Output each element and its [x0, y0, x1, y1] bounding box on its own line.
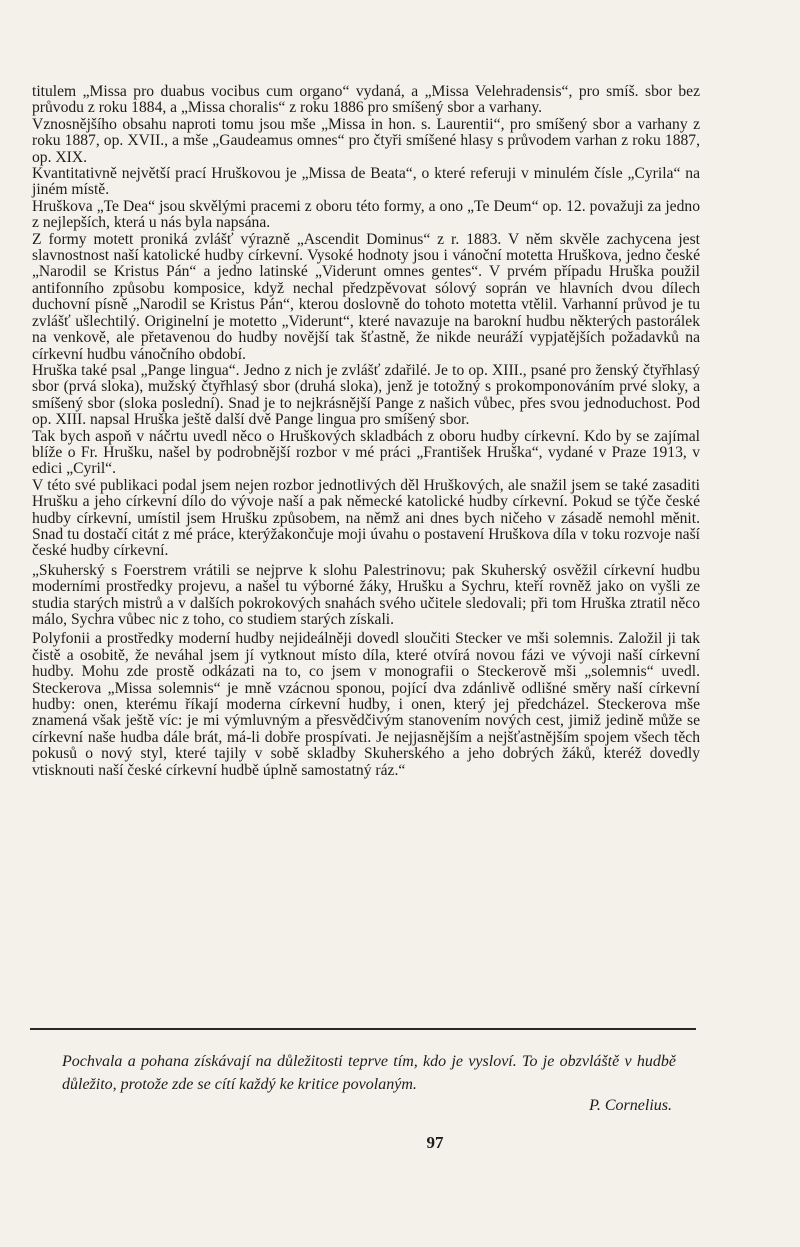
paragraph-6: Hruška také psal „Pange lingua“. Jedno z nich je zvlášť zdařilé. Je to op. XIII., psané pro ženský čtyřhlasý sbor (prvá sloka), mužský čtyřhlasý sbor (druhá sloka), jenž je totožný s prokomponováním prvé sloky, a smíšený sbor (sloka poslední). Snad je to nejkrásnější Pange z našich vůbec, přes svou jednoduchost. Pod op. XIII. napsal Hruška ještě další dvě Pange lingua pro smíšený sbor.	[32, 361, 700, 429]
separator-rule	[30, 1028, 696, 1030]
paragraph-3: Kvantitativně největší prací Hruškovou je „Missa de Beata“, o které referuji v minulém čísle „Cyrila“ na jiném místě.	[32, 165, 700, 199]
body-text	[32, 84, 700, 779]
paragraph-10: Polyfonii a prostředky moderní hudby nejideálněji dovedl sloučiti Stecker ve mši solemnis. Založil ji tak čistě a osobitě, že neváhal jsem jí vytknout místo díla, které otvírá novou fázi ve vývoji naší církevní hudby. Mohu zde prostě odkázati na to, co jsem v monografii o Steckerově mši „solemnis“ uvedl. Steckerova „Missa solemnis“ je mně vzácnou sponou, pojící dva zdánlivě odlišné směry naší církevní hudby: onen, kterému říkají moderna církevní hudby, i onen, který jej předcházel. Steckerova mše znamená však ještě víc: je mi výmluvným a přesvědčivým stanovením nových cest, jimiž jedině může se církevní naše hudba dále brát, má-li dobře prospívati. Je nejjasnějším a nejšťastnějším spojem všech těch pokusů o nový styl, které tajily v sobě skladby Skuherského a jeho dobrých žáků, kteréž dovedly vtisknouti naší české církevní hudbě úplně samostatný ráz.“	[32, 630, 700, 779]
paragraph-4: Hruškova „Te Dea“ jsou skvělými pracemi z oboru této formy, a ono „Te Deum“ op. 12. považuji za jedno z nejlepších, která u nás byla napsána.	[32, 197, 700, 232]
paragraph-2: Vznosnějšího obsahu naproti tomu jsou mše „Missa in hon. s. Laurentii“, pro smíšený sbor a varhany z roku 1887, op. XVII., a mše „Gaudeamus omnes“ pro čtyři smíšené hlasy s průvodem varhan z roku 1887, op. XIX.	[32, 115, 700, 166]
paragraph-8: V této své publikaci podal jsem nejen rozbor jednotlivých děl Hruškových, ale snažil jsem se také zasaditi Hrušku a jeho církevní dílo do vývoje naší a pak německé katolické hudby církevní. Pokud se týče české hudby církevní, umístil jsem Hrušku způsobem, na němž ani dnes bych ničeho v zásadě nemohl měnit. Snad tu dostačí citát z mé práce, kterýžakončuje moji úvahu o postavení Hruškova díla v toku rozvoje naší české hudby církevní.	[32, 476, 700, 560]
paragraph-9: „Skuherský s Foerstrem vrátili se nejprve k slohu Palestrinovu; pak Skuherský osvěžil církevní hudbu moderními prostředky projevu, a našel tu výborné žáky, Hrušku a Sychru, kteří rovněž jako on vyšli ze studia starých mistrů a v dalších pokrokových snahách svého učitele sledovali; při tom Hruška ztratil něco málo, Sychra vůbec nic z toho, co studiem starých získali.	[32, 561, 700, 628]
paragraph-1: titulem „Missa pro duabus vocibus cum organo“ vydaná, a „Missa Velehradensis“, pro smíš. sbor bez průvodu z roku 1884, a „Missa choralis“ z roku 1886 pro smíšený sbor a varhany.	[32, 83, 700, 117]
quote-author: P. Cornelius.	[589, 1097, 672, 1114]
page-number: 97	[426, 1133, 444, 1152]
paragraph-5: Z formy motett proniká zvlášť výrazně „Ascendit Dominus“ z r. 1883. V něm skvěle zachycena jest slavnostnost naší katolické hudby církevní. Vysoké hodnoty jsou i vánoční motetta Hruškova, jedno české „Narodil se Kristus Pán“ a jedno latinské „Viderunt omnes gentes“. V prvém případu Hruška použil antifonního způsobu komposice, když nechal předzpěvovat sólový soprán ve hlavních dvou dílech duchovní písně „Narodil se Kristus Pán“, kterou doslovně do tohoto motetta vtělil. Varhanní průvod je tu zvlášť ušlechtilý. Originelní je motetto „Viderunt“, které navazuje na barokní hudbu některých pastorálek na venkově, ale přetavenou do hudby novější tak šťastně, že nikde neuráží vypjatějších požadavků na církevní hudbu vánočního období.	[32, 230, 700, 363]
paragraph-7: Tak bych aspoň v náčrtu uvedl něco o Hruškových skladbách z oboru hudby církevní. Kdo by se zajímal blíže o Fr. Hrušku, našel by podrobnější rozbor v mé práci „František Hruška“, vydané v Praze 1913, v edici „Cyril“.	[32, 427, 700, 478]
epigraph-quote: Pochvala a pohana získávají na důležitosti teprve tím, kdo je vysloví. To je obzvláště v hudbě důležito, protože zde se cítí každý ke kritice povolaným.	[62, 1053, 676, 1093]
